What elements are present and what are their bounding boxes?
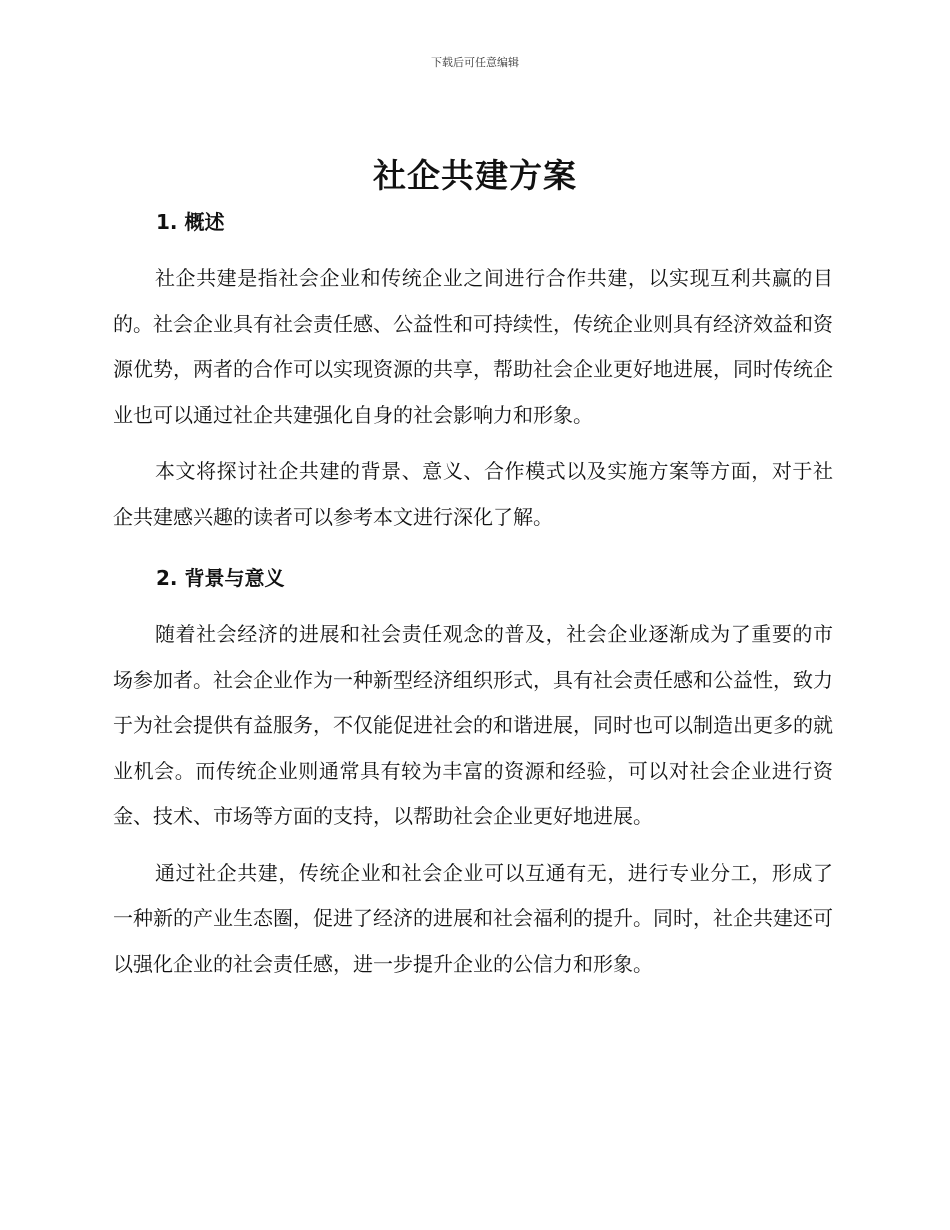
header-note: 下载后可任意编辑	[431, 56, 519, 69]
document-body	[113, 200, 833, 987]
section-heading-background: 2. 背景与意义	[156, 566, 285, 590]
section-heading-overview: 1. 概述	[156, 210, 225, 234]
document-title: 社企共建方案	[373, 156, 577, 195]
paragraph: 本文将探讨社企共建的背景、意义、合作模式以及实施方案等方面，对于社企共建感兴趣的读者可以参考本文进行深化了解。	[113, 459, 833, 529]
paragraph: 随着社会经济的进展和社会责任观念的普及，社会企业逐渐成为了重要的市场参加者。社会企业作为一种新型经济组织形式，具有社会责任感和公益性，致力于为社会提供有益服务，不仅能促进社会的和谐进展，同时也可以制造出更多的就业机会。而传统企业则通常具有较为丰富的资源和经验，可以对社会企业进行资金、技术、市场等方面的支持，以帮助社会企业更好地进展。	[113, 622, 833, 828]
paragraph: 社企共建是指社会企业和传统企业之间进行合作共建，以实现互利共赢的目的。社会企业具有社会责任感、公益性和可持续性，传统企业则具有经济效益和资源优势，两者的合作可以实现资源的共享，帮助社会企业更好地进展，同时传统企业也可以通过社企共建强化自身的社会影响力和形象。	[113, 266, 833, 427]
paragraph: 通过社企共建，传统企业和社会企业可以互通有无，进行专业分工，形成了一种新的产业生态圈，促进了经济的进展和社会福利的提升。同时，社企共建还可以强化企业的社会责任感，进一步提升企业的公信力和形象。	[113, 860, 833, 976]
